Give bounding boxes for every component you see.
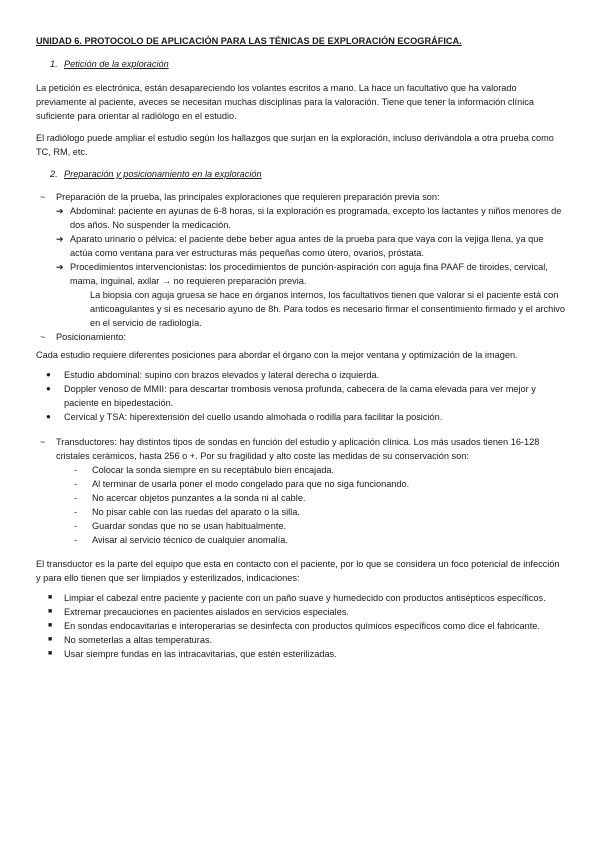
bullet-icon: ● (46, 412, 51, 422)
care-item: Colocar la sonda siempre en su receptábulo bien encajada. (92, 465, 335, 476)
transducers-text: Transductores: hay distintos tipos de sondas en función del estudio y aplicación clínica. Los más usados tienen 16-128 cristales cerámicos, hasta 256 o +. Por su fragilidad y alto coste las medidas de su conservación son: (56, 437, 540, 462)
hygiene-item: Limpiar el cabezal entre paciente y paciente con un paño suave y humedecido con productos antisépticos específicos. (64, 593, 546, 604)
position-cervical: Cervical y TSA: hiperextensión del cuello usando almohada o rodilla para facilitar la posición. (64, 412, 443, 423)
section-heading-2 (50, 167, 566, 181)
preparation-interventional: Procedimientos intervencionistas: los procedimientos de punción-aspiración con aguja fina PAAF de tiroides, cervical, mama, inguinal, axilar → no requieren preparación previa. (70, 262, 548, 287)
care-item: Avisar al servicio técnico de cualquier anomalía. (92, 535, 288, 546)
arrow-icon: ➔ (56, 262, 64, 273)
list-item (36, 491, 566, 505)
paragraph-transducer-hygiene: El transductor es la parte del equipo que esta en contacto con el paciente, por lo que se considera un foco potencial de infección y para ello tienen que ser limpiados y esterilizados, indicaciones: (36, 559, 560, 584)
document-title: UNIDAD 6. PROTOCOLO DE APLICACIÓN PARA LAS TÉNICAS DE EXPLORACIÓN ECOGRÁFICA. (36, 36, 462, 46)
position-abdominal: Estudio abdominal: supino con brazos elevados y lateral derecha o izquierda. (64, 370, 380, 381)
hygiene-item: Usar siempre fundas en las intracavitarias, que estén esterilizadas. (64, 649, 337, 660)
paragraph-positions: Cada estudio requiere diferentes posiciones para abordar el órgano con la mejor ventana y optimización de la imagen. (36, 350, 518, 361)
positioning-label: Posicionamiento: (56, 332, 126, 343)
square-bullet-icon: ■ (48, 594, 53, 602)
list-item (36, 368, 566, 382)
preparation-abdominal: Abdominal: paciente en ayunas de 6-8 horas, si la exploración es programada, excepto los lactantes y niños menores de dos años. No suspender la medicación. (70, 206, 562, 231)
hygiene-item: Extremar precauciones en pacientes aislados en servicios especiales. (64, 607, 349, 618)
paragraph-request: La petición es electrónica, están desapareciendo los volantes escritos a mano. La hace un facultativo que ha valorado previamente al paciente, aveces se necesitan muchas disciplinas para la valoración. Tiene que tener la información clínica suficiente para orientar al radiólogo en el estudio. (36, 83, 534, 121)
dash-marker: - (74, 465, 78, 476)
tilde-marker: ~ (40, 332, 46, 343)
list-item (36, 591, 566, 605)
care-item: No pisar cable con las ruedas del aparato o la silla. (92, 507, 300, 518)
list-item (36, 633, 566, 647)
biopsy-paragraph: La biopsia con aguja gruesa se hace en órganos internos, los facultativos tienen que valorar si el paciente está con anticoagulantes y si es necesario ayuno de 8h. Para todos es necesario firmar el consentimiento firmado y el archivo en el servicio de radiología. (90, 290, 565, 329)
list-item (36, 519, 566, 533)
hygiene-item: No someterlas a altas temperaturas. (64, 635, 213, 646)
list-item (36, 477, 566, 491)
care-item: No acercar objetos punzantes a la sonda ni al cable. (92, 493, 306, 504)
list-item-positioning (36, 330, 566, 344)
preparation-intro: Preparación de la prueba, las principales exploraciones que requieren preparación previa son: (56, 192, 440, 203)
list-item (36, 647, 566, 661)
section-heading-1 (50, 57, 566, 71)
care-item: Al terminar de usarla poner el modo congelado para que no siga funcionando. (92, 479, 410, 490)
arrow-icon: ➔ (56, 234, 64, 245)
bullet-icon: ● (46, 370, 51, 380)
list-item (36, 410, 566, 424)
positions-list (36, 368, 566, 424)
list-item (36, 605, 566, 619)
dash-marker: - (74, 507, 78, 518)
dash-marker: - (74, 479, 78, 490)
preparation-urinary: Aparato urinario o pélvica: el paciente debe beber agua antes de la prueba para que vaya con la vejiga llena, ya que actúa como ventana para ver estructuras más pequeñas como útero, ovarios, próstata. (70, 234, 544, 259)
square-bullet-icon: ■ (48, 636, 53, 644)
list-item-preparation (36, 190, 566, 204)
bullet-icon: ● (46, 384, 51, 394)
dash-marker: - (74, 521, 78, 532)
square-bullet-icon: ■ (48, 622, 53, 630)
hygiene-item: En sondas endocavitarias e interoperarias se desinfecta con productos químicos específicos como dice el fabricante. (64, 621, 540, 632)
list-item (36, 463, 566, 477)
list-item (36, 260, 566, 288)
list-item (36, 204, 566, 232)
care-item: Guardar sondas que no se usan habitualmente. (92, 521, 287, 532)
list-item (36, 382, 566, 410)
dash-marker: - (74, 493, 78, 504)
position-doppler: Doppler venoso de MMII: para descartar trombosis venosa profunda, cabecera de la cama elevada para ver mejor y paciente en bipedestación. (64, 384, 536, 409)
tilde-marker: ~ (40, 437, 46, 448)
paragraph-radiologist: El radiólogo puede ampliar el estudio según los hallazgos que surjan en la exploración, incluso derivándola a otra prueba como TC, RM, etc. (36, 133, 554, 157)
document-page (36, 35, 566, 661)
transducer-care-list (36, 463, 566, 547)
tilde-marker: ~ (40, 192, 46, 203)
section-heading-text: Preparación y posicionamiento en la exploración (64, 169, 262, 179)
square-bullet-icon: ■ (48, 608, 53, 616)
list-item (36, 232, 566, 260)
list-item (36, 619, 566, 633)
section-number: 2. (50, 169, 58, 179)
list-item (36, 533, 566, 547)
dash-marker: - (74, 535, 78, 546)
square-bullet-icon: ■ (48, 650, 53, 658)
list-item-transducers (36, 435, 566, 463)
section-number: 1. (50, 59, 58, 69)
arrow-icon: ➔ (56, 206, 64, 217)
list-item (36, 505, 566, 519)
section-heading-text: Petición de la exploración (64, 59, 169, 69)
hygiene-list (36, 591, 566, 661)
